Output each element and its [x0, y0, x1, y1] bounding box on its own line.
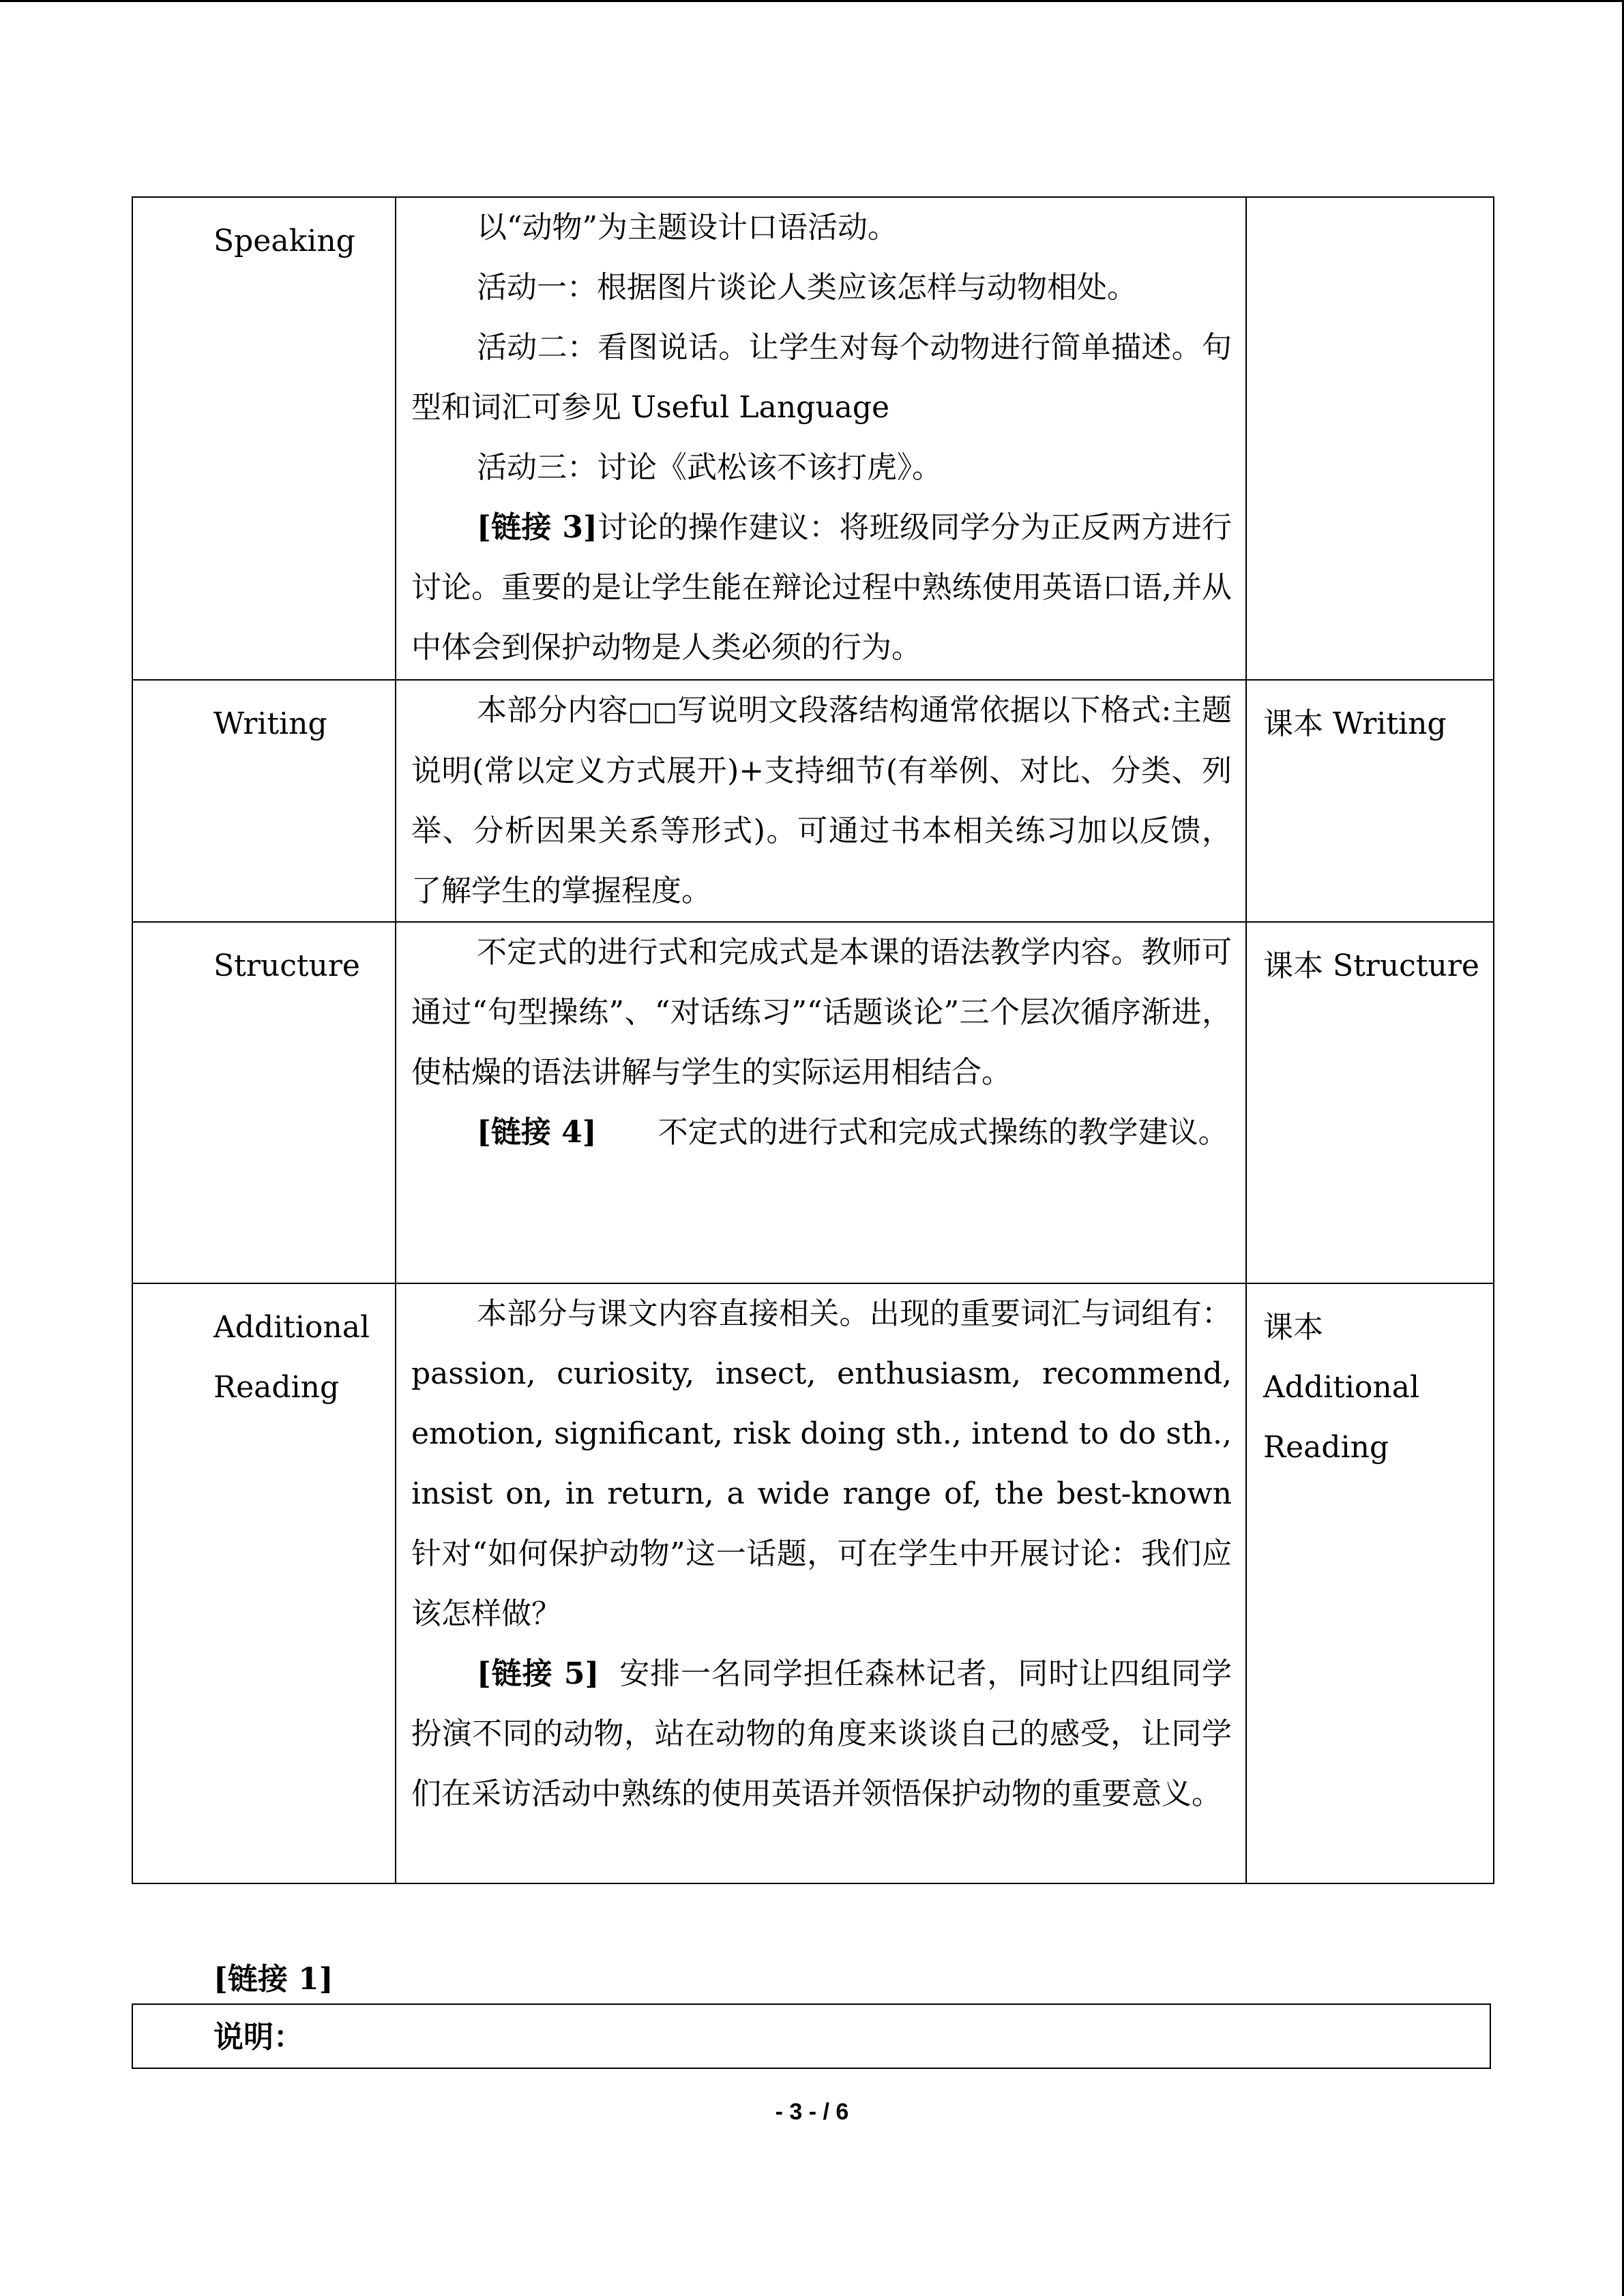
note-box	[132, 2003, 1491, 2069]
page-number: - 3 - / 6	[775, 2099, 849, 2125]
resource-label: 课本	[1263, 1310, 1323, 1345]
table-row-writing	[132, 680, 1494, 922]
note-label: 说明：	[213, 2020, 304, 2055]
content-cell	[396, 922, 1246, 1283]
lesson-plan-table	[132, 196, 1494, 1884]
section-label: Reading	[213, 1370, 340, 1405]
link1-heading: [链接 1]	[213, 1962, 334, 1997]
section-cell	[132, 197, 396, 680]
link-text: 不定式的进行式和完成式操练的教学建议。	[658, 1115, 1228, 1150]
content-paragraph: 本部分与课文内容直接相关。出现的重要词汇与词组有：passion, curiosity, insect, enthusiasm, recommend, emotion, significant, risk doing sth., intend to do sth., insist on, in return, a wide range of, the best-known 针对“如何保护动物”这一话题，可在学生中开展讨论：我们应该怎样做？	[411, 1296, 1232, 1631]
link-paragraph	[411, 1103, 1232, 1163]
table-row-speaking	[132, 197, 1494, 680]
resource-cell	[1246, 1283, 1494, 1883]
resource-cell	[1246, 922, 1494, 1283]
section-cell	[132, 680, 396, 922]
section-cell	[132, 1283, 396, 1883]
resource-label: 课本 Writing	[1263, 706, 1447, 741]
content-paragraph: 活动三：讨论《武松该不该打虎》。	[477, 450, 942, 485]
link-paragraph	[411, 498, 1232, 678]
missing-glyph-icon: □□	[628, 696, 678, 726]
link-label: [链接 3]	[477, 510, 597, 545]
content-cell	[396, 197, 1246, 680]
content-cell	[396, 1283, 1246, 1883]
resource-label: Additional	[1263, 1370, 1420, 1405]
resource-label: Reading	[1263, 1430, 1389, 1465]
section-label: Structure	[213, 949, 360, 983]
link-text: 安排一名同学担任森林记者，同时让四组同学扮演不同的动物，站在动物的角度来谈谈自己的感受，让同学们在采访活动中熟练的使用英语并领悟保护动物的重要意义。	[411, 1656, 1232, 1811]
content-paragraph: 本部分内容□□写说明文段落结构通常依据以下格式:主题说明(常以定义方式展开)+支持细节(有举例、对比、分类、列举、分析因果关系等形式)。可通过书本相关练习加以反馈，了解学生的掌握程度。	[411, 693, 1232, 908]
content-paragraph: 活动一：根据图片谈论人类应该怎样与动物相处。	[477, 270, 1137, 305]
resource-cell	[1246, 197, 1494, 680]
resource-label: 课本 Structure	[1263, 949, 1479, 983]
link-label: [链接 5]	[477, 1656, 600, 1691]
section-label: Additional	[213, 1310, 370, 1345]
link-label: [链接 4]	[477, 1115, 597, 1150]
section-label: Speaking	[213, 224, 355, 258]
table-row-additional-reading	[132, 1283, 1494, 1883]
content-cell	[396, 680, 1246, 922]
resource-cell	[1246, 680, 1494, 922]
content-paragraph: 以“动物”为主题设计口语活动。	[477, 210, 898, 245]
link-paragraph	[411, 1644, 1232, 1824]
link-text: 讨论的操作建议：将班级同学分为正反两方进行讨论。重要的是让学生能在辩论过程中熟练使用英语口语,并从中体会到保护动物是人类必须的行为。	[411, 510, 1232, 665]
content-paragraph: 活动二：看图说话。让学生对每个动物进行简单描述。句型和词汇可参见 Useful Language	[411, 330, 1232, 425]
section-cell	[132, 922, 396, 1283]
top-border-line	[0, 0, 1624, 2]
content-paragraph: 不定式的进行式和完成式是本课的语法教学内容。教师可通过“句型操练”、“对话练习”“话题谈论”三个层次循序渐进，使枯燥的语法讲解与学生的实际运用相结合。	[411, 935, 1232, 1090]
table-row-structure	[132, 922, 1494, 1283]
section-label: Writing	[213, 706, 327, 741]
